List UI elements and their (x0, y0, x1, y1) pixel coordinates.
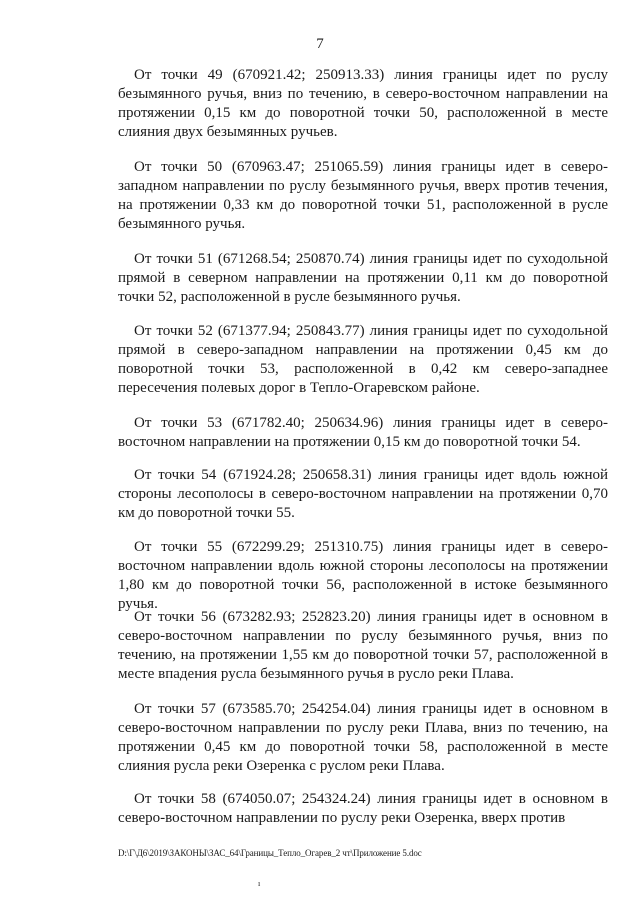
paragraph-point-55: От точки 55 (672299.29; 251310.75) линия границы идет в северо-восточном направлении вдоль южной стороны лесополосы на протяжении 1,80 км до поворотной точки 56, расположенной в истоке безымянного ручья. (118, 539, 608, 612)
paragraph-point-51: От точки 51 (671268.54; 250870.74) линия границы идет по суходольной прямой в северном направлении на протяжении 0,11 км до поворотной точки 52, расположенной в русле безымянного ручья. (118, 251, 608, 305)
paragraph-point-56: От точки 56 (673282.93; 252823.20) линия границы идет в основном в северо-восточном направлении по руслу безымянного ручья, вниз по течению, на протяжении 1,55 км до поворотной точки 57, расположенной в месте впадения русла безымянного ручья в русло реки Плава. (118, 609, 608, 682)
paragraph-point-57: От точки 57 (673585.70; 254254.04) линия границы идет в основном в северо-восточном направлении по руслу реки Плава, вниз по течению, на протяжении 0,45 км до поворотной точки 58, расположенной в месте слияния русла реки Озеренка с руслом реки Плава. (118, 701, 608, 774)
paragraph-point-50: От точки 50 (670963.47; 251065.59) линия границы идет в северо-западном направлении по руслу безымянного ручья, вверх против течения, на протяжении 0,33 км до поворотной точки 51, расположенной в русле безымянного ручья. (118, 159, 608, 232)
footer-file-path: D:\Г\Д6\2019\ЗАКОНЫ\ЗАС_64\Границы_Тепло_Огарев_2 чт\Приложение 5.doc (118, 848, 422, 858)
paragraph-point-49: От точки 49 (670921.42; 250913.33) линия границы идет по руслу безымянного ручья, вниз по течению, в северо-восточном направлении на протяжении 0,15 км до поворотной точки 50, расположенной в месте слияния двух безымянных ручьев. (118, 67, 608, 140)
paragraph-point-54: От точки 54 (671924.28; 250658.31) линия границы идет вдоль южной стороны лесополосы в северо-восточном направлении на протяжении 0,70 км до поворотной точки 55. (118, 467, 608, 521)
bottom-mark: ı (258, 879, 261, 888)
page-number: 7 (316, 36, 324, 52)
paragraph-point-53: От точки 53 (671782.40; 250634.96) линия границы идет в северо-восточном направлении на протяжении 0,15 км до поворотной точки 54. (118, 415, 608, 450)
paragraph-point-52: От точки 52 (671377.94; 250843.77) линия границы идет по суходольной прямой в северо-западном направлении на протяжении 0,45 км до поворотной точки 53, расположенной в 0,42 км северо-западнее пересечения полевых дорог в Тепло-Огаревском районе. (118, 323, 608, 396)
paragraph-point-58: От точки 58 (674050.07; 254324.24) линия границы идет в основном в северо-восточном направлении по руслу реки Озеренка, вверх против (118, 791, 608, 826)
